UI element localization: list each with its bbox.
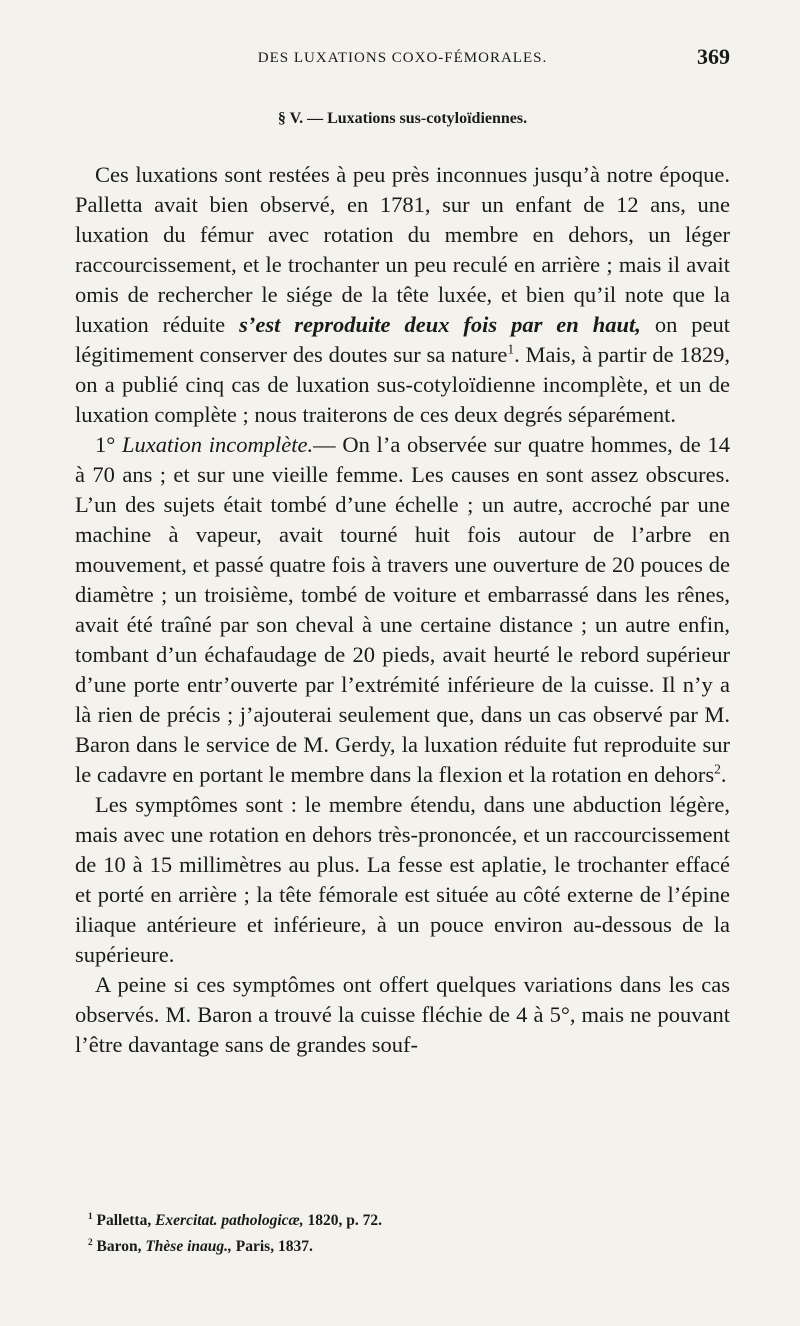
footnote-1-text-b: 1820, p. 72. — [303, 1212, 382, 1229]
paragraph-3: Les symptômes sont : le membre étendu, dans une abduction légère, mais avec une rotation en dehors très-prononcée, et un raccourcissement de 10 à 15 millimètres au plus. La fesse est aplatie, le trochanter effacé et porté en arrière ; la tête fémorale est située au côté externe de l’épine iliaque antérieure et inférieure, à un pouce environ au-dessous de la supérieure. — [75, 792, 730, 967]
footnote-2 — [88, 1234, 728, 1260]
p1-text-c: . Mais, à partir de 1829, on a publié cinq cas de luxation sus-cotyloïdienne incomplète, et un de luxation complète ; nous traiterons de ces deux degrés séparément. — [75, 342, 730, 427]
footnote-2-italic: Thèse inaug., — [145, 1238, 232, 1255]
footnote-2-text-b: Paris, 1837. — [231, 1238, 313, 1255]
running-head: DES LUXATIONS COXO-FÉMORALES. — [257, 50, 548, 66]
footnote-1 — [88, 1208, 728, 1234]
footnote-2-number: 2 — [88, 1237, 93, 1248]
paragraph-1 — [75, 160, 730, 430]
footnote-2-text-a: Baron, — [96, 1238, 146, 1255]
p2-text-a: — On l’a observée sur quatre hommes, de 14 à 70 ans ; et sur une vieille femme. Les causes en sont assez obscures. L’un des sujets était tombé d’une échelle ; un autre, accroché par une machine à vapeur, avait tourné huit fois autour de l’arbre en mouvement, et passé quatre fois à travers une ouverture de 20 pouces de diamètre ; un troisième, tombé de voiture et embarrassé dans les rênes, avait été traîné par son cheval à une certaine distance ; un autre enfin, tombant d’un échafaudage de 20 pieds, avait heurté le rebord supérieur d’une porte entr’ouverte par l’extrémité inférieure de la cuisse. Il n’y a là rien de précis ; j’ajouterai seulement que, dans un cas observé par M. Baron dans le service de M. Gerdy, la luxation réduite fut reproduite sur le cadavre en portant le membre dans la flexion et la rotation en dehors — [75, 432, 731, 787]
footnote-ref-2: 2 — [714, 761, 721, 777]
p1-text-b: on peut légitimement conserver des doutes sur sa nature — [75, 312, 730, 367]
footnote-1-text-a: Palletta, — [96, 1212, 156, 1229]
p2-end: . — [720, 762, 727, 787]
body-text — [75, 160, 730, 1060]
page-number: 369 — [697, 44, 730, 69]
p1-italic-quote: s’est reproduite deux fois par en haut, — [239, 312, 641, 337]
paragraph-2 — [75, 430, 730, 790]
footnote-1-italic: Exercitat. pathologicæ, — [155, 1212, 304, 1229]
p2-italic-heading: Luxation incomplète. — [122, 432, 314, 457]
page-header — [75, 46, 730, 74]
p1-text-a: Ces luxations sont restées à peu près inconnues jusqu’à notre époque. Palletta avait bien observé, en 1781, sur un enfant de 12 ans, une luxation du fémur avec rotation du membre en dehors, un léger raccourcissement, et le trochanter un peu reculé en arrière ; mais il avait omis de rechercher le siége de la tête luxée, et bien qu’il note que la luxation réduite — [75, 162, 730, 337]
footnote-ref-1: 1 — [507, 341, 515, 357]
section-title: § V. — Luxations sus-cotyloïdiennes. — [277, 110, 528, 127]
paragraph-4: A peine si ces symptômes ont offert quelques variations dans les cas observés. M. Baron a trouvé la cuisse fléchie de 4 à 5°, mais ne pouvant l’être davantage sans de grandes souf- — [75, 972, 730, 1057]
p2-lead: 1° — [95, 432, 122, 457]
footnotes — [88, 1208, 728, 1260]
footnote-1-number: 1 — [88, 1211, 93, 1222]
